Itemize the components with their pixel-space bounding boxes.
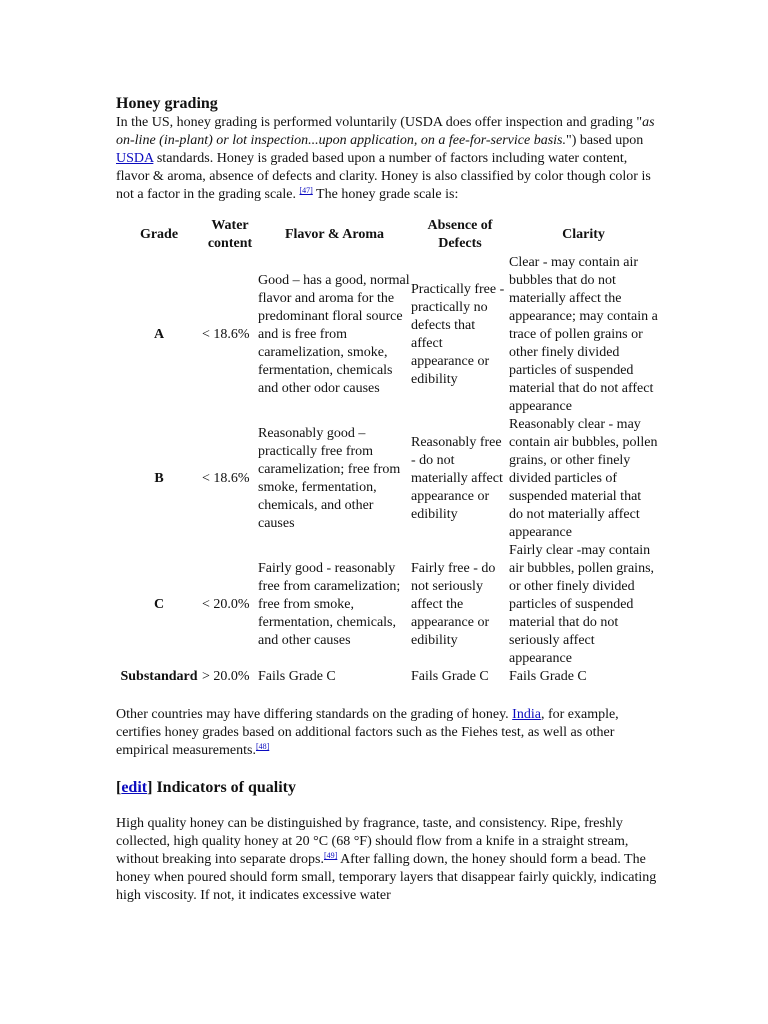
- table-row-grade-a: [116, 254, 658, 416]
- cell-grade: A: [153, 327, 165, 342]
- other-countries-paragraph: [116, 706, 658, 760]
- cell-clarity: Reasonably clear - may contain air bubbles, pollen grains, or other finely divided particles of suspended material that do not materially affect appearance: [509, 417, 658, 540]
- cell-clarity: Fairly clear -may contain air bubbles, pollen grains, or other finely divided particles of suspended material that do not seriously affect appearance: [509, 543, 655, 666]
- cell-clarity: Fails Grade C: [509, 669, 587, 684]
- cell-flavor: Fails Grade C: [258, 669, 336, 684]
- cell-water: < 18.6%: [202, 471, 250, 486]
- usda-link[interactable]: USDA: [116, 151, 154, 166]
- table-row-grade-c: [116, 542, 658, 668]
- cell-water: > 20.0%: [202, 669, 250, 684]
- ref-47-sup: [299, 186, 312, 195]
- edit-bracket-close: ]: [147, 779, 153, 796]
- header-clarity: Clarity: [562, 227, 605, 242]
- section2-title-text: Indicators of quality: [152, 779, 297, 796]
- cell-grade: Substandard: [120, 669, 198, 684]
- intro-text-d: The honey grade scale is:: [312, 187, 459, 202]
- header-flavor-aroma: Flavor & Aroma: [284, 227, 385, 242]
- ref-48-link[interactable]: [48]: [255, 742, 270, 751]
- section-title-indicators-of-quality: [116, 778, 658, 798]
- intro-paragraph: [116, 114, 658, 204]
- other-text-b: , for example, certifies honey grades based on additional factors such as the Fiehes test, as well as other empirical measurements.: [116, 707, 619, 758]
- ref-49-link[interactable]: [49]: [324, 851, 338, 860]
- table-row-grade-b: [116, 416, 658, 542]
- cell-defects: Fails Grade C: [411, 669, 489, 684]
- other-text-a: Other countries may have differing standards on the grading of honey.: [116, 707, 513, 722]
- header-absence-of-defects: Absence of Defects: [427, 218, 493, 251]
- honey-grade-table: [116, 216, 658, 686]
- quality-text-b: After falling down, the honey should form a bead. The honey when poured should form small, temporary layers that disappear fairly quickly, indicating high viscosity. If not, it indicates excessive water: [116, 852, 657, 903]
- header-water-content: Water content: [207, 218, 253, 251]
- ref-48-sup: [256, 742, 269, 751]
- cell-flavor: Good – has a good, normal flavor and aroma for the predominant floral source and is free from caramelization, smoke, fermentation, chemicals and other odor causes: [258, 273, 410, 396]
- intro-text-a: In the US, honey grading is performed voluntarily (USDA does offer inspection and grading ": [116, 115, 643, 130]
- intro-text-c: standards. Honey is graded based upon a number of factors including water content, flavor & aroma, absence of defects and clarity. Honey is also classified by color though color is not a factor in the grading scale.: [116, 151, 651, 202]
- edit-link[interactable]: edit: [121, 779, 148, 796]
- intro-text-b: ") based upon: [565, 133, 644, 148]
- ref-47-link[interactable]: [47]: [299, 186, 313, 195]
- ref-49-sup: [324, 851, 337, 860]
- cell-grade: C: [153, 597, 165, 612]
- cell-grade: B: [154, 471, 164, 486]
- quality-paragraph: [116, 815, 658, 905]
- cell-flavor: Reasonably good – practically free from caramelization; free from smoke, fermentation, chemicals, and other causes: [258, 426, 401, 531]
- cell-clarity: Clear - may contain air bubbles that do not materially affect the appearance; may contain a trace of pollen grains or other finely divided particles of suspended material that do not affect appearance: [509, 255, 658, 414]
- cell-defects: Fairly free - do not seriously affect the appearance or edibility: [411, 561, 496, 648]
- india-link[interactable]: India: [512, 707, 541, 722]
- intro-quote: as on-line (in-plant) or lot inspection...upon application, on a fee-for-service basis.: [116, 115, 655, 148]
- table-header-row: [116, 216, 658, 254]
- table-row-substandard: [116, 668, 658, 686]
- cell-defects: Reasonably free - do not materially affect appearance or edibility: [411, 435, 503, 522]
- cell-flavor: Fairly good - reasonably free from caramelization; free from smoke, fermentation, chemicals, and other causes: [258, 561, 401, 648]
- cell-water: < 18.6%: [202, 327, 250, 342]
- cell-water: < 20.0%: [202, 597, 250, 612]
- edit-bracket-open: [: [116, 779, 122, 796]
- article-page: [116, 94, 658, 905]
- section-title-honey-grading: Honey grading: [116, 95, 218, 112]
- quality-text-a: High quality honey can be distinguished by fragrance, taste, and consistency. Ripe, freshly collected, high quality honey at 20 °C (68 °F) should flow from a knife in a straight stream, without breaking into separate drops.: [116, 816, 629, 867]
- header-grade: Grade: [139, 227, 179, 242]
- cell-defects: Practically free - practically no defects that affect appearance or edibility: [411, 282, 505, 387]
